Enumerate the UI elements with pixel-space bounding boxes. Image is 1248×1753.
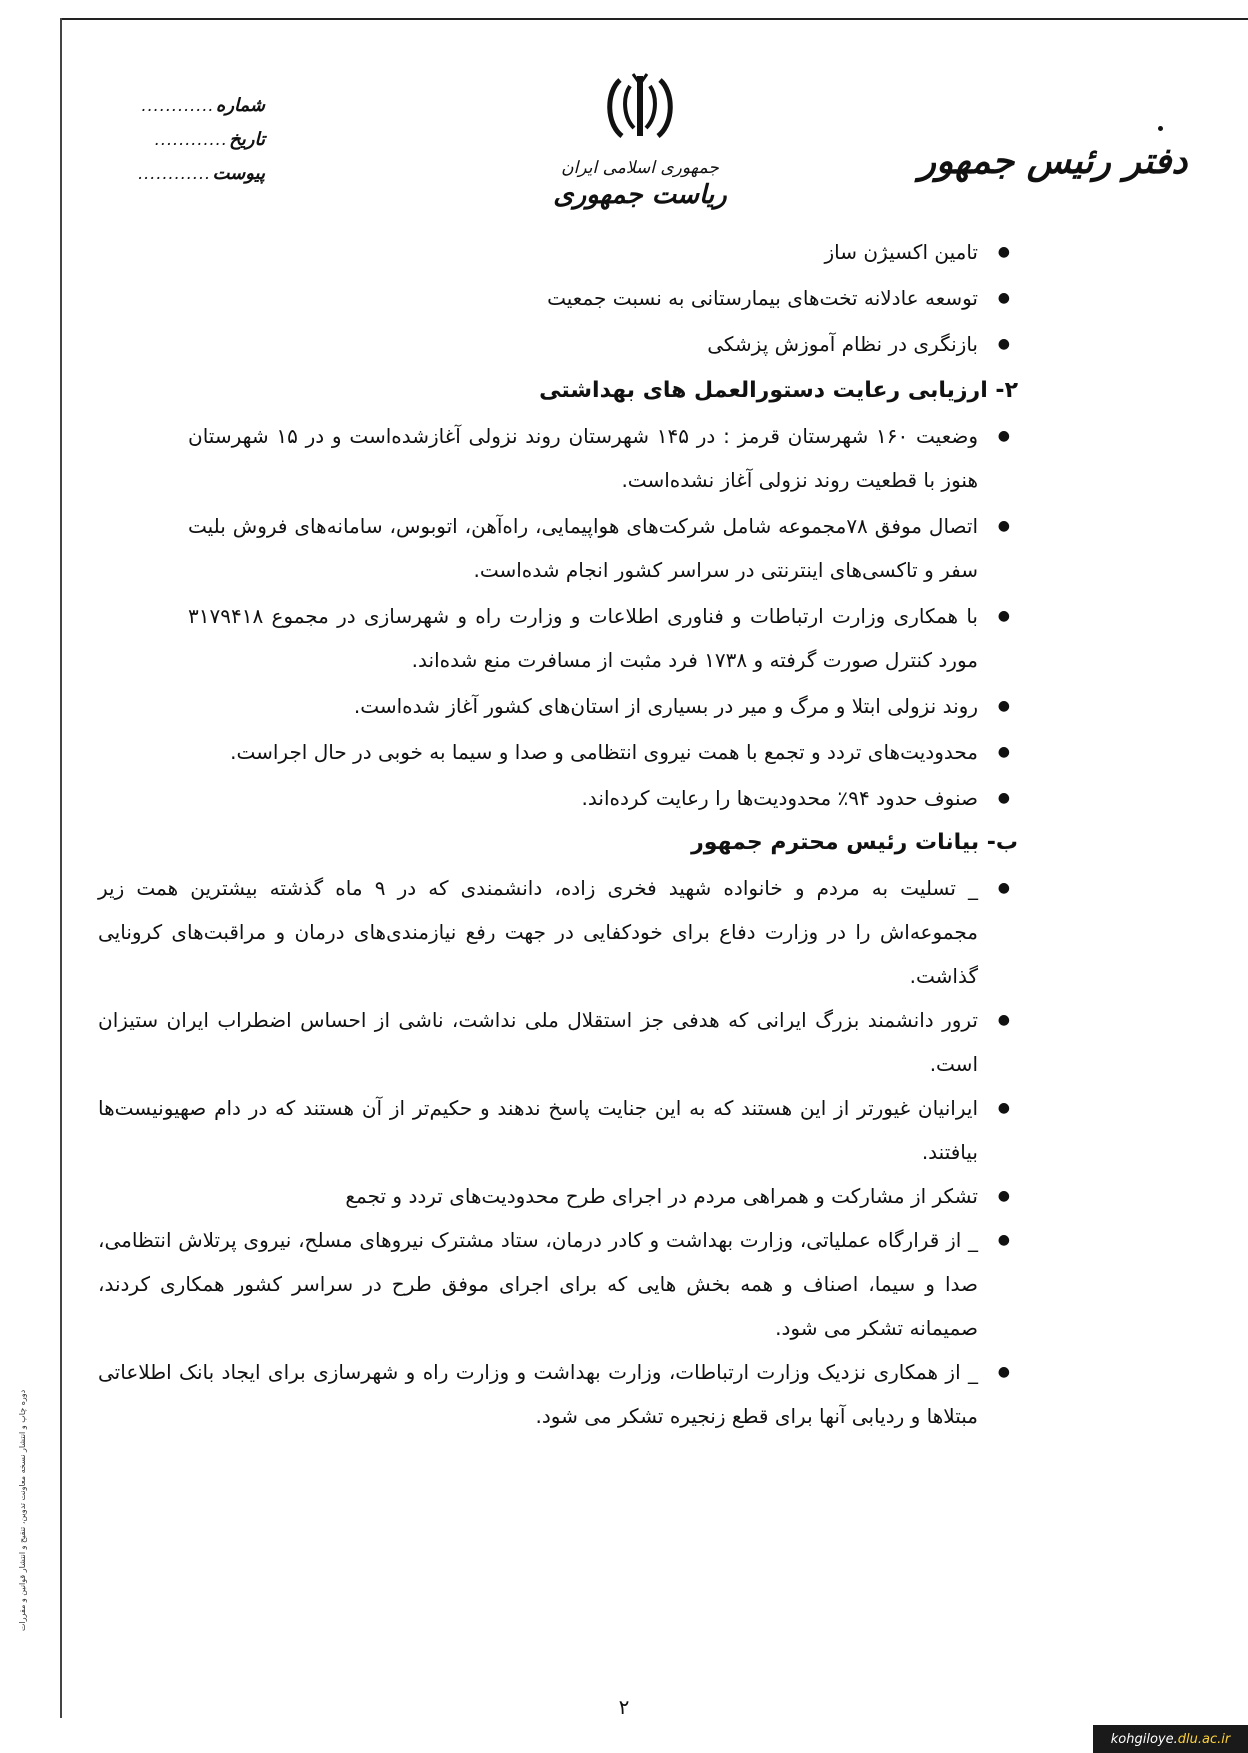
list-item: ● ترور دانشمند بزرگ ایرانی که هدفی جز استقلال ملی نداشت، ناشی از احساس اضطراب ایران ستیزان است. (98, 998, 1018, 1086)
meta-date (105, 122, 265, 156)
list-item: ● توسعه عادلانه تخت‌های بیمارستانی به نسبت جمعیت (188, 276, 1018, 320)
section-2-heading: ۲- ارزیابی رعایت دستورالعمل های بهداشتی (539, 378, 1018, 403)
meta-number-value: ............ (140, 95, 214, 115)
frame-left-line (60, 18, 62, 1718)
list-item: ● ایرانیان غیورتر از این هستند که به این جنایت پاسخ ندهند و حکیم‌تر از آن هستند که در دام صهیونیست‌ها بیافتند. (98, 1086, 1018, 1174)
meta-attachment-value: ............ (137, 163, 211, 183)
list-item: ● اتصال موفق ۷۸مجموعه شامل شرکت‌های هواپیمایی، راه‌آهن، اتوبوس، سامانه‌های فروش بلیت سفر و تاکسی‌های اینترنتی در سراسر کشور انجام شده‌است. (188, 504, 1018, 592)
list-item: ● بازنگری در نظام آموزش پزشکی (188, 322, 1018, 366)
letter-meta (105, 88, 265, 190)
footer-brand-text: kohgiloye. (1110, 1731, 1178, 1747)
presidency-line: ریاست جمهوری (553, 180, 727, 210)
page-number: ۲ (618, 1695, 630, 1719)
frame-top-line (60, 18, 1248, 20)
office-title: دفتر رئیس جمهور (918, 140, 1188, 182)
list-item: ● تامین اکسیژن ساز (188, 230, 1018, 274)
letterhead (0, 60, 1248, 230)
list-item: ● محدودیت‌های تردد و تجمع با همت نیروی انتظامی و صدا و سیما به خوبی در حال اجراست. (188, 730, 1018, 774)
list-item: ● با همکاری وزارت ارتباطات و فناوری اطلاعات و وزارت راه و شهرسازی در مجموع ۳۱۷۹۴۱۸ مورد کنترل صورت گرفته و ۱۷۳۸ فرد مثبت از مسافرت منع شده‌اند. (188, 594, 1018, 682)
list-item: ● _ از قرارگاه عملیاتی، وزارت بهداشت و کادر درمان، ستاد مشترک نیروهای مسلح، نیروی پرتلاش انتظامی، صدا و سیما، اصناف و همه بخش هایی که برای اجرای موفق طرح در سراسر کشور همکاری کردند، صمیمانه تشکر می شود. (98, 1218, 1018, 1350)
footer-watermark (1093, 1725, 1248, 1753)
gov-name-line: جمهوری اسلامی ایران (561, 158, 719, 178)
section-b (98, 820, 1018, 1438)
list-item: ● روند نزولی ابتلا و مرگ و میر در بسیاری از استان‌های کشور آغاز شده‌است. (188, 684, 1018, 728)
meta-attachment (105, 156, 265, 190)
section-a (188, 230, 1018, 822)
list-item: ● _ از همکاری نزدیک وزارت ارتباطات، وزارت بهداشت و وزارت راه و شهرسازی برای ایجاد بانک اطلاعاتی مبتلاها و ردیابی آنها برای قطع زنجیره تشکر می شود. (98, 1350, 1018, 1438)
meta-number (105, 88, 265, 122)
ink-dot (1158, 126, 1163, 131)
list-item: ● وضعیت ۱۶۰ شهرستان قرمز : در ۱۴۵ شهرستان روند نزولی آغازشده‌است و در ۱۵ شهرستان هنوز با قطعیت روند نزولی آغاز نشده‌است. (188, 414, 1018, 502)
list-item: ● _ تسلیت به مردم و خانواده شهید فخری زاده، دانشمندی که در ۹ ماه گذشته بیشترین همت زیر مجموعه‌اش را در وزارت دفاع برای خودکفایی در جهت رفع نیازمندی‌های درمان و مراقبت‌های کرونایی گذاشت. (98, 866, 1018, 998)
meta-date-label: تاریخ (229, 128, 265, 150)
list-item: ● صنوف حدود ۹۴٪ محدودیت‌ها را رعایت کرده‌اند. (188, 776, 1018, 820)
footer-domain: dlu.ac.ir (1177, 1731, 1231, 1747)
meta-number-label: شماره (215, 94, 265, 116)
meta-attachment-label: پیوست (212, 162, 265, 184)
list-item: ● تشکر از مشارکت و همراهی مردم در اجرای طرح محدودیت‌های تردد و تجمع (98, 1174, 1018, 1218)
meta-date-value: ............ (154, 129, 228, 149)
iran-emblem-icon (600, 72, 680, 144)
section-b-heading: ب- بیانات رئیس محترم جمهور (691, 830, 1018, 855)
side-note: دوره چاپ و انتشار نسخه معاونت تدوین، تنقیح و انتشار قوانین و مقررات (18, 1390, 27, 1632)
